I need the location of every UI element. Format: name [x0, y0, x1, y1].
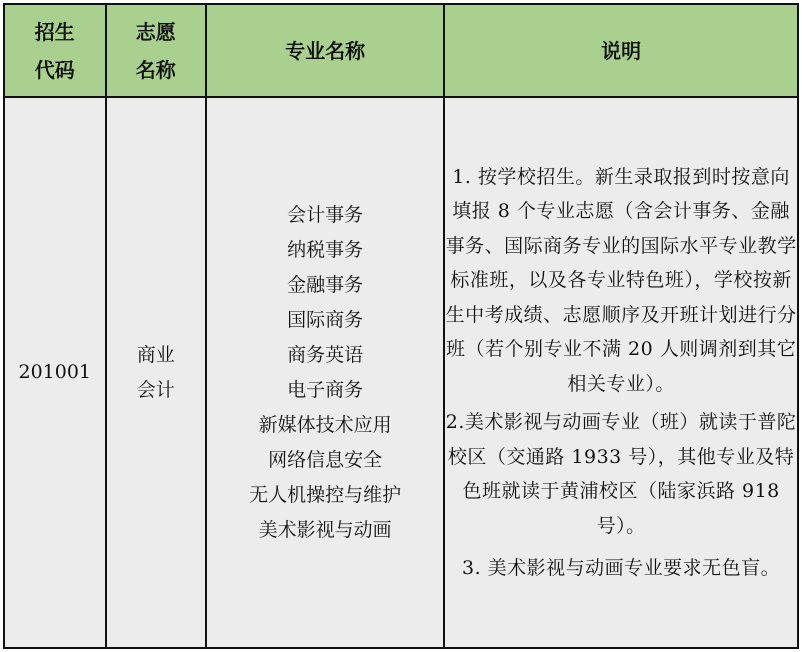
header-code-line2: 代码: [34, 57, 75, 82]
header-intent-line1: 志愿: [135, 19, 176, 44]
note-cell: [444, 97, 798, 648]
header-note: 说明: [444, 4, 798, 97]
major-list-cell: [206, 97, 444, 648]
admissions-table: [3, 3, 799, 649]
note-paragraph-3: 3. 美术影视与动画专业要求无色盲。: [462, 557, 781, 579]
major-item-network-security: 网络信息安全: [268, 448, 383, 471]
major-item-accounting: 会计事务: [287, 203, 364, 226]
note-paragraph-1: 1. 按学校招生。新生录取报到时按意向填报 8 个专业志愿（含会计事务、金融事务、国际商务专业的国际水平专业教学标准班，以及各专业特色班），学校按新生中考成绩、志愿顺序及开班计划进行分班（若个别专业不满 20 人则调剂到其它相关专业）。: [445, 165, 797, 395]
header-intent-name: [106, 4, 207, 97]
major-item-tax: 纳税事务: [287, 238, 364, 261]
major-item-new-media: 新媒体技术应用: [258, 413, 392, 436]
major-item-finance: 金融事务: [287, 273, 364, 296]
note-paragraph-2: 2.美术影视与动画专业（班）就读于普陀校区（交通路 1933 号），其他专业及特色班就读于黄浦校区（陆家浜路 918 号）。: [445, 411, 797, 537]
major-item-business-english: 商务英语: [287, 343, 364, 366]
header-intent-line2: 名称: [135, 57, 176, 82]
major-item-art-animation: 美术影视与动画: [258, 518, 392, 541]
major-item-e-commerce: 电子商务: [287, 378, 364, 401]
intent-name-line2: 会计: [136, 378, 175, 401]
major-list: [207, 198, 443, 548]
header-major-name: 专业名称: [206, 4, 444, 97]
intent-name-line1: 商业: [136, 343, 175, 366]
header-code-line1: 招生: [34, 19, 75, 44]
enrollment-code-cell: 201001: [4, 97, 106, 648]
intent-name-cell: [106, 97, 207, 648]
major-item-drone: 无人机操控与维护: [249, 483, 402, 506]
major-item-international-business: 国际商务: [287, 308, 364, 331]
table-body: [4, 97, 798, 648]
header-enrollment-code: [4, 4, 106, 97]
header-row: [4, 4, 798, 97]
table-row: [4, 97, 798, 648]
table-header: [4, 4, 798, 97]
